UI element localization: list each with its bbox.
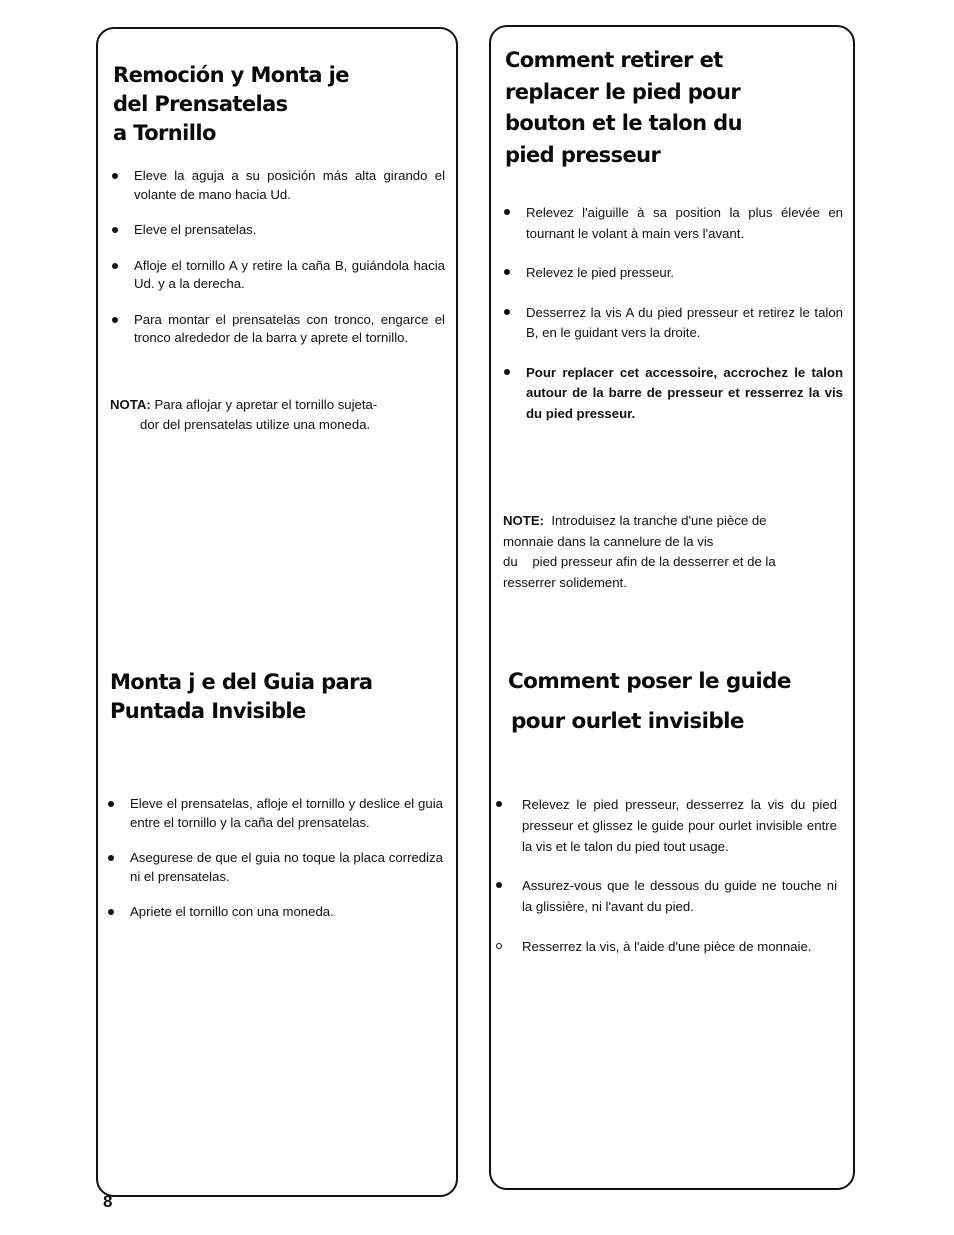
heading-line: pied presseur: [505, 142, 661, 167]
note-line: monnaie dans la cannelure de la vis: [503, 533, 714, 549]
note-text: Para aflojar y apretar el tornillo sujeta-: [154, 397, 378, 412]
list-item: [503, 263, 843, 284]
left-section1-list: [111, 167, 445, 348]
heading-line: Remoción y Monta je: [113, 63, 349, 87]
bullet-icon: [112, 317, 118, 323]
list-item: [495, 937, 837, 958]
heading-line: pour ourlet invisible: [511, 709, 744, 734]
list-item-text: Apriete el tornillo con una moneda.: [130, 904, 334, 919]
heading-line: Monta j e del Guia para: [110, 670, 373, 694]
list-item-text: Pour replacer cet accessoire, accrochez le talon autour de la barre de presseur et resserrez la vis du pied presseur.: [526, 364, 843, 421]
list-item-text: Eleve el prensatelas.: [134, 222, 257, 237]
list-item: [503, 363, 843, 425]
bullet-icon: [112, 227, 118, 233]
list-item-text: Relevez le pied presseur.: [526, 265, 675, 280]
note-line: du pied presseur afin de la desserrer et de la: [503, 554, 776, 569]
bullet-icon: [112, 263, 118, 269]
list-item: [111, 311, 445, 348]
bullet-icon: [108, 909, 114, 915]
right-section2-list: [495, 795, 837, 958]
list-item: [495, 795, 837, 857]
list-item-text: Resserrez la vis, à l'aide d'une pièce de monnaie.: [522, 938, 812, 954]
right-note: [503, 511, 847, 593]
heading-line: Comment retirer et: [505, 48, 723, 72]
bullet-icon: [496, 801, 502, 807]
list-item-text: Afloje el tornillo A y retire la caña B, guiándola hacia Ud. y a la derecha.: [134, 257, 445, 291]
heading-line: Comment poser le guide: [508, 669, 791, 694]
right-section1-list: [503, 203, 843, 424]
right-section1-heading: [505, 45, 742, 171]
list-item-text: Relevez l'aiguille à sa position la plus élevée en tournant le volant à main vers l'avant.: [526, 205, 843, 241]
bullet-icon: [112, 173, 118, 179]
bullet-icon: [496, 882, 502, 888]
list-item-text: Para montar el prensatelas con tronco, engarce el tronco alrededor de la barra y aprete el tornillo.: [134, 311, 445, 345]
heading-line: replacer le pied pour: [505, 79, 741, 104]
note-label: NOTA:: [110, 397, 151, 412]
bullet-icon: [108, 801, 114, 807]
list-item: [111, 167, 445, 204]
list-item: [503, 303, 843, 344]
note-text: Introduisez la tranche d'une pièce de: [551, 513, 767, 528]
left-section1-heading: [113, 61, 349, 148]
note-line: dor del prensatelas utilize una moneda.: [140, 416, 371, 432]
list-item: [503, 203, 843, 244]
right-section2-heading: [508, 662, 791, 742]
list-item: [111, 257, 445, 294]
list-item: [111, 221, 445, 240]
right-panel-frame: [489, 25, 855, 1190]
bullet-icon: [108, 855, 114, 861]
bullet-icon: [496, 943, 502, 949]
bullet-icon: [504, 309, 510, 315]
heading-line: Puntada Invisible: [110, 699, 306, 723]
left-note: [110, 395, 450, 434]
bullet-icon: [504, 269, 510, 275]
note-label: NOTE:: [503, 513, 545, 528]
left-section2-list: [107, 795, 443, 922]
heading-line: del Prensatelas: [113, 92, 288, 116]
heading-line: a Tornillo: [113, 121, 216, 145]
list-item-text: Relevez le pied presseur, desserrez la vis du pied presseur et glissez le guide pour ourlet invisible entre la vis et le talon du pied tout usage.: [522, 797, 837, 854]
list-item-text: Eleve la aguja a su posición más alta girando el volante de mano hacia Ud.: [134, 168, 445, 202]
list-item-text: Asegurese de que el guia no toque la placa corrediza ni el prensatelas.: [130, 850, 443, 884]
list-item: [107, 795, 443, 832]
left-section2-heading: [110, 668, 372, 726]
note-line: resserrer solidement.: [503, 574, 627, 590]
list-item: [107, 849, 443, 886]
list-item-text: Desserrez la vis A du pied presseur et retirez le talon B, en le guidant vers la droite.: [526, 304, 843, 340]
note-line: [110, 395, 450, 415]
bullet-icon: [504, 209, 510, 215]
bullet-icon: [504, 369, 510, 375]
list-item-text: Assurez-vous que le dessous du guide ne touche ni la glissière, ni l'avant du pied.: [522, 878, 837, 915]
list-item: [495, 876, 837, 918]
page-number: 8: [103, 1192, 113, 1211]
heading-line: bouton et le talon du: [505, 111, 742, 135]
note-line: [503, 511, 847, 532]
list-item: [107, 903, 443, 922]
list-item-text: Eleve el prensatelas, afloje el tornillo y deslice el guia entre el tornillo y la caña del prensatelas.: [130, 796, 443, 830]
